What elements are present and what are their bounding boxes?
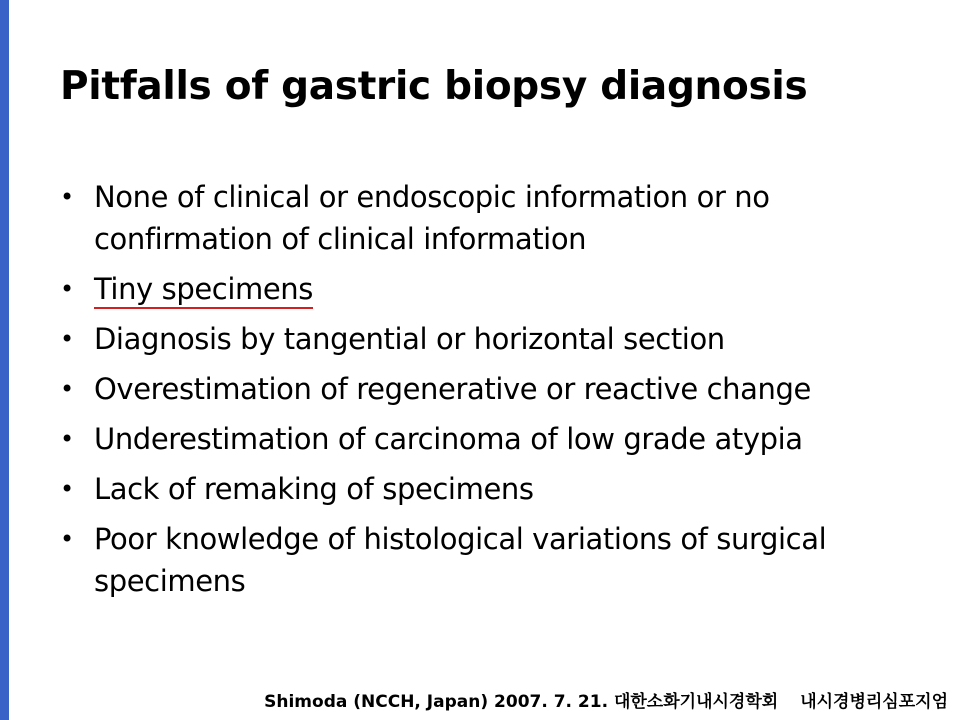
bullet-item bbox=[60, 176, 940, 260]
bullet-item bbox=[60, 468, 940, 510]
bullet-dot-icon: • bbox=[60, 475, 74, 503]
bullet-text-underlined: Tiny specimens bbox=[94, 271, 313, 309]
bullet-text: Underestimation of carcinoma of low grade atypia bbox=[94, 422, 803, 456]
bullet-dot-icon: • bbox=[60, 325, 74, 353]
bullet-dot-icon: • bbox=[60, 375, 74, 403]
footer-citation: Shimoda (NCCH, Japan) 2007. 7. 21. 대한소화기내시경학회 bbox=[264, 692, 779, 712]
bullet-item bbox=[60, 268, 940, 310]
bullet-text: Poor knowledge of histological variations of surgical specimens bbox=[94, 522, 827, 598]
bullet-item bbox=[60, 518, 940, 602]
bullet-text: None of clinical or endoscopic information or no confirmation of clinical information bbox=[94, 180, 770, 256]
bullet-item bbox=[60, 368, 940, 410]
bullet-dot-icon: • bbox=[60, 525, 74, 553]
bullet-text: Lack of remaking of specimens bbox=[94, 472, 534, 506]
left-accent-bar bbox=[0, 0, 9, 720]
bullet-text: Overestimation of regenerative or reactive change bbox=[94, 372, 811, 406]
bullet-dot-icon: • bbox=[60, 275, 74, 303]
bullet-item bbox=[60, 418, 940, 460]
bullet-dot-icon: • bbox=[60, 425, 74, 453]
bullet-text: Diagnosis by tangential or horizontal section bbox=[94, 322, 725, 356]
bullet-item bbox=[60, 318, 940, 360]
slide-title: Pitfalls of gastric biopsy diagnosis bbox=[60, 64, 808, 109]
bullet-dot-icon: • bbox=[60, 183, 74, 211]
footer-event-title: 내시경병리심포지엄 bbox=[800, 692, 948, 712]
slide-footer bbox=[264, 687, 948, 712]
bullet-list bbox=[60, 176, 940, 610]
